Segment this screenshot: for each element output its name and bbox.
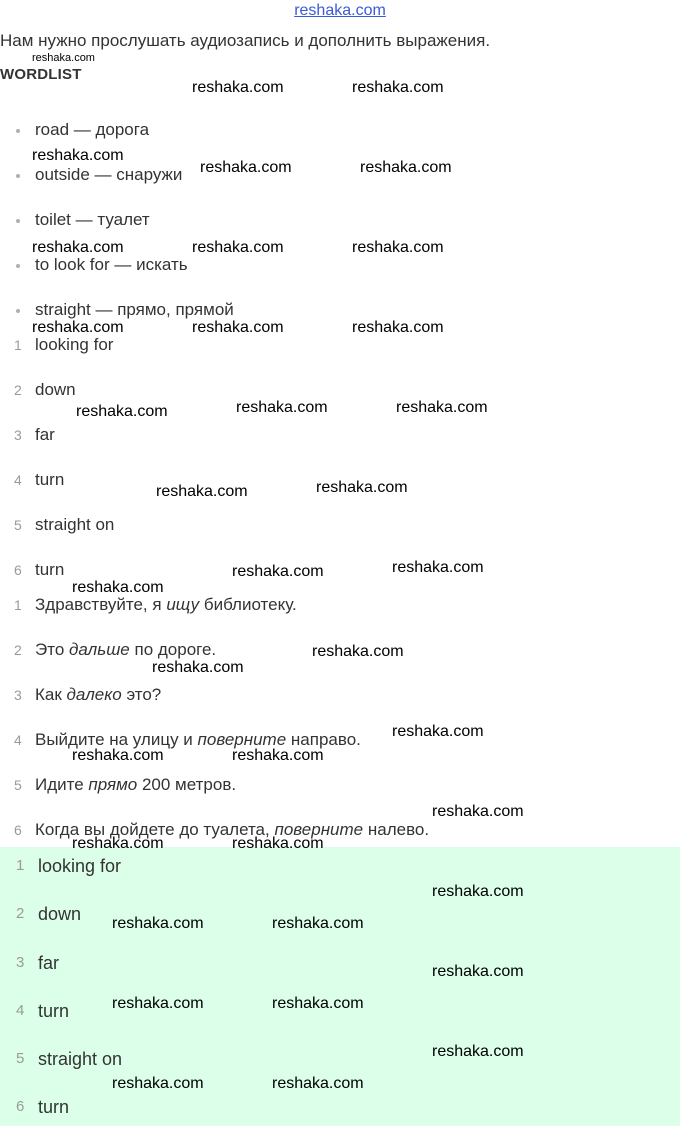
watermark: reshaka.com	[232, 835, 324, 852]
item-number: 1	[14, 337, 22, 353]
item-number: 4	[16, 1002, 25, 1019]
translation-text: Здравствуйте, я ищу библиотеку.	[35, 595, 297, 614]
watermark: reshaka.com	[200, 159, 292, 176]
item-number: 2	[14, 642, 22, 658]
translation-text: Как далеко это?	[35, 685, 162, 704]
answer-text: straight on	[38, 1049, 123, 1069]
answer-text: down	[38, 904, 82, 924]
watermark: reshaka.com	[192, 79, 284, 96]
highlighted-word: ищу	[166, 595, 200, 614]
site-link[interactable]: reshaka.com	[294, 2, 386, 19]
wordlist-heading: WORDLIST	[0, 66, 82, 83]
watermark: reshaka.com	[232, 563, 324, 580]
item-number: 6	[16, 1098, 25, 1115]
wordlist-item-text: outside — снаружи	[35, 165, 183, 184]
watermark: reshaka.com	[352, 79, 444, 96]
translation-text: Идите прямо 200 метров.	[35, 775, 237, 794]
watermark: reshaka.com	[312, 643, 404, 660]
highlighted-word: прямо	[88, 775, 138, 794]
watermark: reshaka.com	[72, 835, 164, 852]
watermark: reshaka.com	[232, 747, 324, 764]
bullet-icon	[16, 219, 20, 223]
watermark: reshaka.com	[112, 1075, 204, 1092]
item-number: 3	[14, 427, 22, 443]
watermark: reshaka.com	[316, 479, 408, 496]
watermark: reshaka.com	[76, 403, 168, 420]
watermark: reshaka.com	[352, 319, 444, 336]
watermark: reshaka.com	[112, 995, 204, 1012]
watermark: reshaka.com	[156, 483, 248, 500]
watermark: reshaka.com	[352, 239, 444, 256]
watermark: reshaka.com	[432, 803, 524, 820]
item-number: 3	[14, 687, 22, 703]
answer-text: down	[35, 380, 76, 399]
watermark: reshaka.com	[396, 399, 488, 416]
bullet-icon	[16, 129, 20, 133]
wordlist-item-text: straight — прямо, прямой	[35, 300, 234, 319]
watermark: reshaka.com	[32, 52, 95, 64]
wordlist-item-text: toilet — туалет	[35, 210, 150, 229]
answer-text: turn	[38, 1097, 70, 1117]
answer-text: far	[38, 953, 60, 973]
item-number: 1	[16, 857, 25, 874]
highlighted-word: дальше	[69, 640, 130, 659]
answer-text: turn	[38, 1001, 70, 1021]
watermark: reshaka.com	[192, 319, 284, 336]
watermark: reshaka.com	[236, 399, 328, 416]
item-number: 5	[14, 517, 22, 533]
watermark: reshaka.com	[192, 239, 284, 256]
watermark: reshaka.com	[32, 239, 124, 256]
item-number: 3	[16, 954, 25, 971]
watermark: reshaka.com	[392, 723, 484, 740]
answer-text: turn	[35, 470, 65, 489]
watermark: reshaka.com	[72, 579, 164, 596]
watermark: reshaka.com	[360, 159, 452, 176]
bullet-icon	[16, 309, 20, 313]
intro-text: Нам нужно прослушать аудиозапись и дополнить выражения.	[0, 31, 491, 50]
watermark: reshaka.com	[392, 559, 484, 576]
item-number: 6	[14, 822, 22, 838]
watermark: reshaka.com	[152, 659, 244, 676]
item-number: 2	[14, 382, 22, 398]
item-number: 5	[16, 1050, 25, 1067]
item-number: 1	[14, 597, 22, 613]
watermark: reshaka.com	[272, 995, 364, 1012]
translation-text: Выйдите на улицу и поверните направо.	[35, 730, 361, 749]
bullet-icon	[16, 174, 20, 178]
watermark: reshaka.com	[112, 915, 204, 932]
translation-text: Когда вы дойдете до туалета, поверните налево.	[35, 820, 430, 839]
item-number: 5	[14, 777, 22, 793]
item-number: 2	[16, 905, 25, 922]
watermark: reshaka.com	[272, 1075, 364, 1092]
watermark: reshaka.com	[32, 147, 124, 164]
item-number: 6	[14, 562, 22, 578]
item-number: 4	[14, 732, 22, 748]
watermark: reshaka.com	[72, 747, 164, 764]
answer-text: looking for	[35, 335, 114, 354]
answer-text: straight on	[35, 515, 115, 534]
watermark: reshaka.com	[432, 883, 524, 900]
answer-text: looking for	[38, 856, 122, 876]
bullet-icon	[16, 264, 20, 268]
wordlist-item-text: to look for — искать	[35, 255, 188, 274]
wordlist-item-text: road — дорога	[35, 120, 150, 139]
watermark: reshaka.com	[32, 319, 124, 336]
watermark: reshaka.com	[272, 915, 364, 932]
answer-text: turn	[35, 560, 65, 579]
translation-text: Это дальше по дороге.	[35, 640, 217, 659]
answer-text: far	[35, 425, 55, 444]
item-number: 4	[14, 472, 22, 488]
highlighted-word: далеко	[66, 685, 122, 704]
highlighted-word: поверните	[197, 730, 287, 749]
watermark: reshaka.com	[432, 1043, 524, 1060]
highlighted-word: поверните	[274, 820, 364, 839]
watermark: reshaka.com	[432, 963, 524, 980]
